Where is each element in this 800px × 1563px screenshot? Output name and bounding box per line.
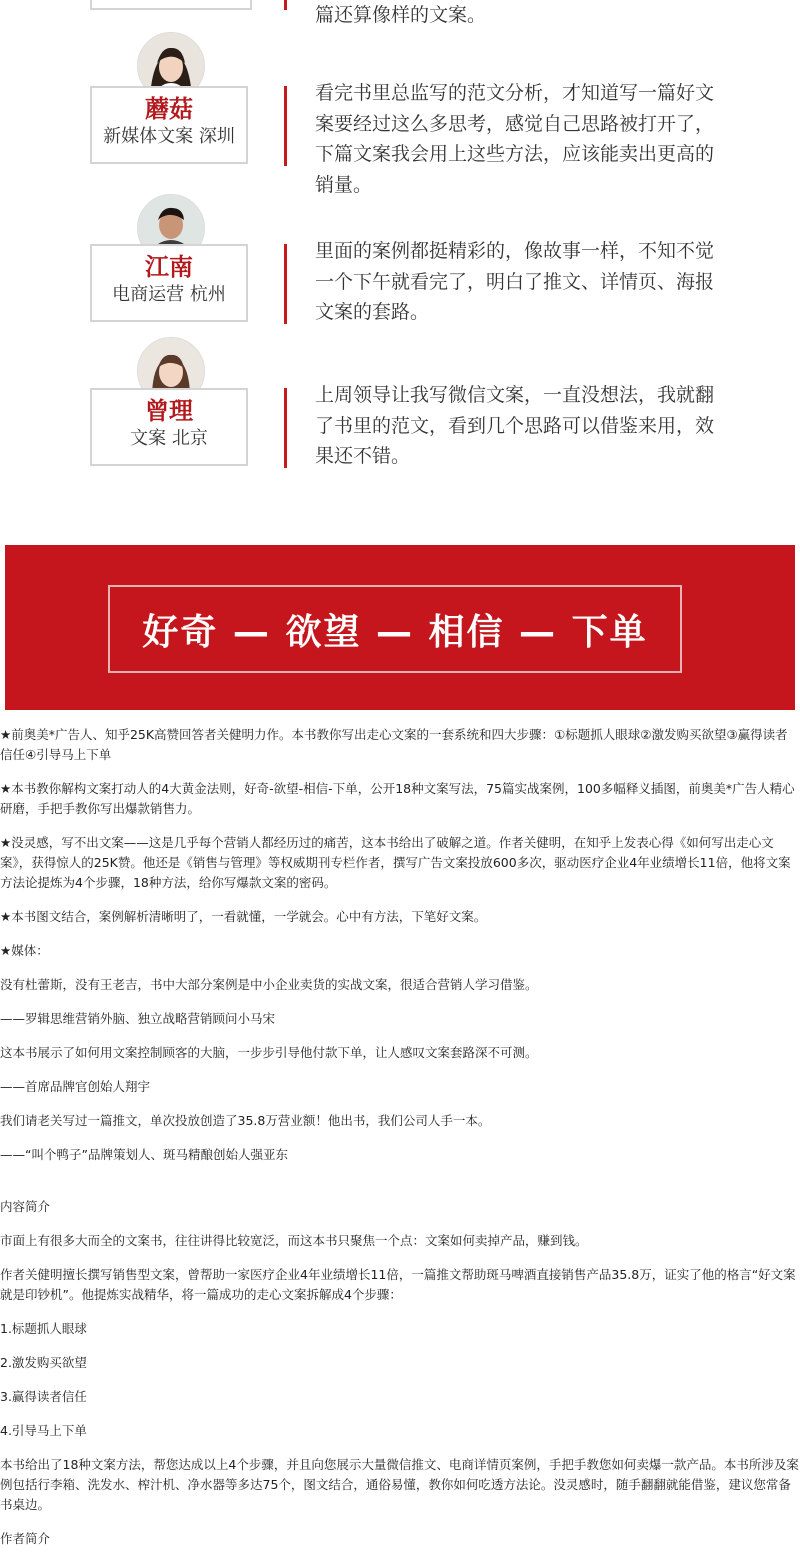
divider-line: [284, 86, 287, 166]
list-item: 1.标题抓人眼球: [0, 1321, 87, 1336]
paragraph: 作者关健明擅长撰写销售型文案，曾帮助一家医疗企业4年业绩增长11倍，一篇推文帮助斑马啤酒直接销售产品35.8万，证实了他的格言“好文案就是印钞机”。他提炼实战精华，将一篇成功的走心文案拆解成4个步骤：: [0, 1267, 796, 1302]
testimonial-card: [90, 388, 248, 466]
paragraph: 本书给出了18种文案方法，帮您达成以上4个步骤，并且向您展示大量微信推文、电商详情页案例，手把手教您如何卖爆一款产品。本书所涉及案例包括行李箱、洗发水、榨汁机、净水器等多达75个，图文结合，通俗易懂，教你如何吃透方法论。没灵感时，随手翻翻就能借鉴，建议您常备书桌边。: [0, 1457, 799, 1512]
description-text: [0, 725, 800, 1563]
testimonial-role: 文案 北京: [130, 428, 208, 449]
testimonial-card: [90, 86, 248, 164]
paragraph: ——“叫个鸭子”品牌策划人、斑马精酿创始人强亚东: [0, 1147, 288, 1162]
testimonial-name: 江南: [145, 252, 193, 281]
paragraph: ★没灵感，写不出文案——这是几乎每个营销人都经历过的痛苦，这本书给出了破解之道。作者关健明，在知乎上发表心得《如何写出走心文案》，获得惊人的25K赞。他还是《销售与管理》等权威期刊专栏作者，撰写广告文案投放600多次，驱动医疗企业4年业绩增长11倍，他将文案方法论提炼为4个步骤，18种方法，给你写爆款文案的密码。: [0, 835, 791, 890]
divider-line: [284, 388, 287, 468]
testimonial-card-fragment: [90, 0, 252, 10]
testimonials-section: [0, 0, 800, 540]
list-item: 4.引导马上下单: [0, 1423, 87, 1438]
paragraph: 这本书展示了如何用文案控制顾客的大脑，一步步引导他付款下单，让人感叹文案套路深不可测。: [0, 1045, 538, 1060]
testimonial-name: 曾理: [145, 396, 193, 425]
testimonial-role: 电商运营 杭州: [112, 284, 226, 305]
list-item: 3.赢得读者信任: [0, 1389, 87, 1404]
banner-text: 好奇 — 欲望 — 相信 — 下单: [142, 611, 648, 653]
testimonial-card: [90, 244, 248, 322]
banner: [5, 545, 795, 710]
divider-line: [284, 244, 287, 324]
divider-line: [284, 0, 287, 10]
testimonial-text: 上周领导让我写微信文案，一直没想法，我就翻了书里的范文，看到几个思路可以借鉴来用，效果还不错。: [315, 384, 715, 467]
paragraph: 我们请老关写过一篇推文，单次投放创造了35.8万营业额！他出书，我们公司人手一本。: [0, 1113, 491, 1128]
paragraph: ★本书图文结合，案例解析清晰明了，一看就懂，一学就会。心中有方法，下笔好文案。: [0, 909, 487, 924]
paragraph: 没有杜蕾斯，没有王老吉，书中大部分案例是中小企业卖货的实战文案，很适合营销人学习借鉴。: [0, 977, 538, 992]
paragraph: ★前奥美*广告人、知乎25K高赞回答者关健明力作。本书教你写出走心文案的一套系统和四大步骤：①标题抓人眼球②激发购买欲望③赢得读者信任④引导马上下单: [0, 727, 788, 762]
paragraph: 市面上有很多大而全的文案书，往往讲得比较宽泛，而这本书只聚焦一个点：文案如何卖掉产品，赚到钱。: [0, 1233, 588, 1248]
testimonial-text: 看完书里总监写的范文分析，才知道写一篇好文案要经过这么多思考，感觉自己思路被打开了，下篇文案我会用上这些方法，应该能卖出更高的销量。: [315, 82, 715, 196]
paragraph: ★媒体：: [0, 943, 49, 958]
testimonial-role: 新媒体文案 深圳: [103, 126, 235, 147]
paragraph: ——首席品牌官创始人翔宇: [0, 1079, 151, 1094]
section-heading: 作者简介: [0, 1531, 51, 1546]
spacer: [0, 1179, 800, 1197]
testimonial-text: 里面的案例都挺精彩的，像故事一样，不知不觉一个下午就看完了，明白了推文、详情页、海报文案的套路。: [315, 240, 715, 323]
testimonial-text-fragment: 篇还算像样的文案。: [315, 4, 487, 26]
paragraph: ——罗辑思维营销外脑、独立战略营销顾问小马宋: [0, 1011, 276, 1026]
list-item: 2.激发购买欲望: [0, 1355, 87, 1370]
section-heading: 内容简介: [0, 1199, 51, 1214]
banner-frame: [108, 585, 682, 673]
paragraph: ★本书教你解构文案打动人的4大黄金法则，好奇-欲望-相信-下单，公开18种文案写法，75篇实战案例，100多幅释义插图，前奥美*广告人精心研磨，手把手教你写出爆款销售力。: [0, 781, 795, 816]
testimonial-name: 蘑菇: [145, 94, 193, 123]
